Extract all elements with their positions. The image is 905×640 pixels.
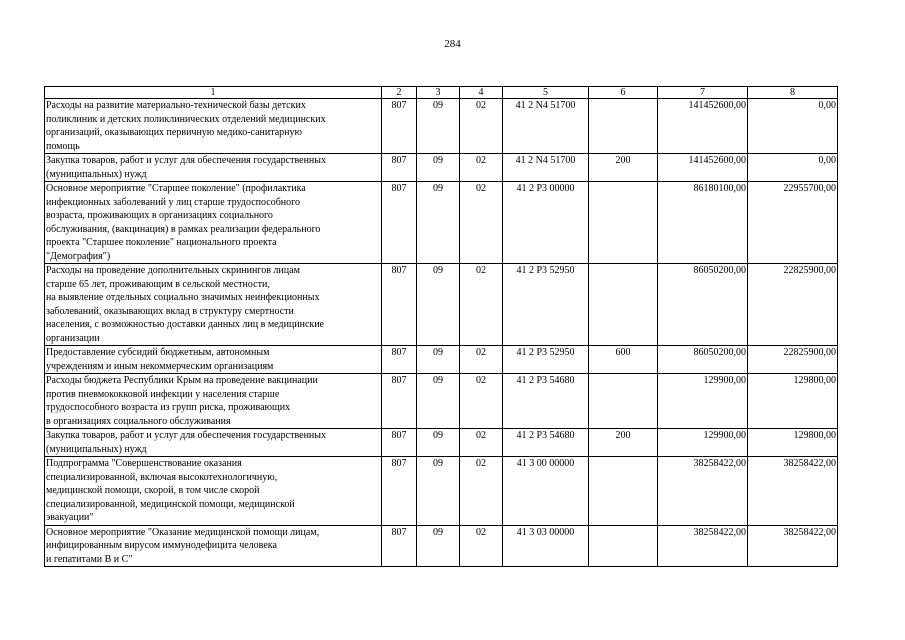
amount-col7: 129900,00 [658,429,748,457]
subsection-code: 02 [460,374,503,429]
amount-col8: 0,00 [748,99,838,154]
row-description: Основное мероприятие "Оказание медицинской помощи лицам, инфицированным вирусом иммунодефицита человека и гепатитами B и C" [45,525,382,567]
amount-col8: 22955700,00 [748,182,838,264]
table-row [45,525,838,567]
budget-table [44,86,838,567]
section-code: 09 [417,429,460,457]
row-description: Расходы на развитие материально-технической базы детских поликлиник и детских поликлинических отделений медицинских организаций, оказывающих первичную медико-санитарную помощь [45,99,382,154]
column-header: 7 [658,87,748,99]
subsection-code: 02 [460,525,503,567]
header-row [45,87,838,99]
ministry-code: 807 [382,264,417,346]
target-article-code: 41 2 P3 54680 [503,429,589,457]
expense-type-code: 200 [589,154,658,182]
target-article-code: 41 2 P3 00000 [503,182,589,264]
subsection-code: 02 [460,182,503,264]
row-description: Предоставление субсидий бюджетным, автономным учреждениям и иным некоммерческим организациям [45,346,382,374]
table-row [45,374,838,429]
expense-type-code [589,182,658,264]
row-description: Закупка товаров, работ и услуг для обеспечения государственных (муниципальных) нужд [45,429,382,457]
amount-col8: 22825900,00 [748,264,838,346]
expense-type-code: 200 [589,429,658,457]
ministry-code: 807 [382,182,417,264]
row-description: Расходы на проведение дополнительных скринингов лицам старше 65 лет, проживающим в сельской местности, на выявление отдельных социально значимых неинфекционных заболеваний, оказывающих вклад в структуру смертности населения, с возможностью доставки данных лиц в медицинские организации [45,264,382,346]
page-number: 284 [444,38,461,50]
subsection-code: 02 [460,154,503,182]
amount-col8: 38258422,00 [748,457,838,526]
amount-col7: 86050200,00 [658,346,748,374]
target-article-code: 41 3 03 00000 [503,525,589,567]
amount-col7: 38258422,00 [658,457,748,526]
amount-col7: 129900,00 [658,374,748,429]
subsection-code: 02 [460,457,503,526]
expense-type-code [589,457,658,526]
ministry-code: 807 [382,429,417,457]
amount-col7: 141452600,00 [658,99,748,154]
ministry-code: 807 [382,457,417,526]
row-description: Закупка товаров, работ и услуг для обеспечения государственных (муниципальных) нужд [45,154,382,182]
ministry-code: 807 [382,374,417,429]
amount-col8: 22825900,00 [748,346,838,374]
expense-type-code [589,525,658,567]
column-header: 5 [503,87,589,99]
amount-col8: 129800,00 [748,374,838,429]
target-article-code: 41 2 P3 52950 [503,346,589,374]
section-code: 09 [417,374,460,429]
table-row [45,429,838,457]
target-article-code: 41 2 N4 51700 [503,99,589,154]
target-article-code: 41 3 00 00000 [503,457,589,526]
ministry-code: 807 [382,99,417,154]
amount-col7: 86050200,00 [658,264,748,346]
ministry-code: 807 [382,154,417,182]
row-description: Расходы бюджета Республики Крым на проведение вакцинации против пневмококковой инфекции у населения старше трудоспособного возраста из групп риска, проживающих в организациях социального обслуживания [45,374,382,429]
section-code: 09 [417,99,460,154]
section-code: 09 [417,346,460,374]
expense-type-code [589,99,658,154]
section-code: 09 [417,182,460,264]
subsection-code: 02 [460,346,503,374]
target-article-code: 41 2 P3 54680 [503,374,589,429]
amount-col7: 86180100,00 [658,182,748,264]
target-article-code: 41 2 P3 52950 [503,264,589,346]
target-article-code: 41 2 N4 51700 [503,154,589,182]
column-header: 2 [382,87,417,99]
subsection-code: 02 [460,264,503,346]
table-row [45,154,838,182]
expense-type-code: 600 [589,346,658,374]
ministry-code: 807 [382,346,417,374]
section-code: 09 [417,525,460,567]
column-header: 4 [460,87,503,99]
table-row [45,457,838,526]
row-description: Подпрограмма "Совершенствование оказания специализированной, включая высокотехнологичную, медицинской помощи, скорой, в том числе скорой специализированной, медицинской помощи, медицинской эвакуации" [45,457,382,526]
amount-col7: 38258422,00 [658,525,748,567]
expense-type-code [589,374,658,429]
ministry-code: 807 [382,525,417,567]
section-code: 09 [417,154,460,182]
table-row [45,264,838,346]
amount-col8: 38258422,00 [748,525,838,567]
expense-type-code [589,264,658,346]
row-description: Основное мероприятие "Старшее поколение" (профилактика инфекционных заболеваний у лиц старше трудоспособного возраста, проживающих в организациях социального обслуживания, (вакцинация) в рамках реализации федерального проекта "Старшее поколение" национального проекта "Демография") [45,182,382,264]
section-code: 09 [417,264,460,346]
subsection-code: 02 [460,99,503,154]
column-header: 1 [45,87,382,99]
amount-col8: 0,00 [748,154,838,182]
amount-col8: 129800,00 [748,429,838,457]
column-header: 6 [589,87,658,99]
subsection-code: 02 [460,429,503,457]
column-header: 8 [748,87,838,99]
section-code: 09 [417,457,460,526]
table-row [45,99,838,154]
amount-col7: 141452600,00 [658,154,748,182]
table-row [45,182,838,264]
table-row [45,346,838,374]
column-header: 3 [417,87,460,99]
